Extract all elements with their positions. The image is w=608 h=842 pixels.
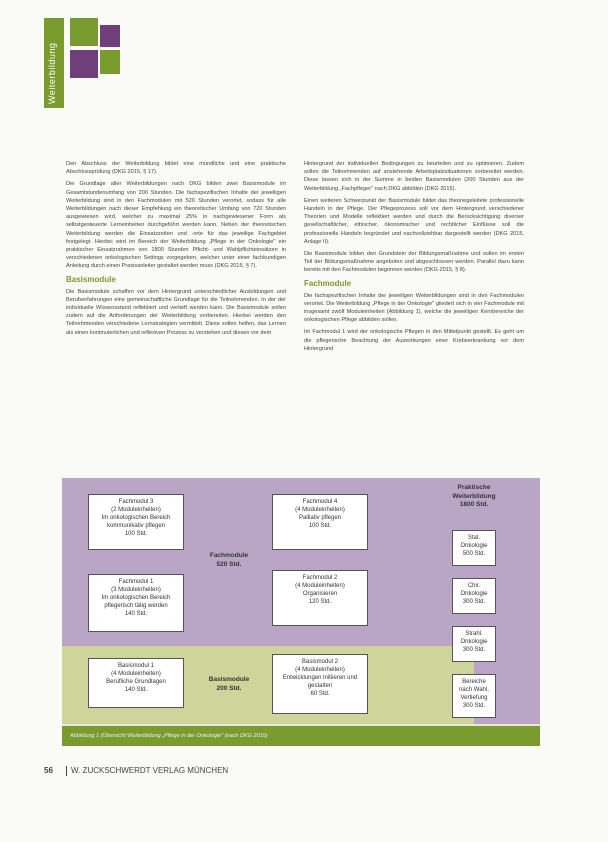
praxis-box-wahl <box>452 674 496 718</box>
praxis-box-strahl <box>452 626 496 662</box>
box-line: Basismodul 2 <box>301 659 339 665</box>
decor-square-green <box>70 18 98 46</box>
box-line: Fachmodul 4 <box>302 499 338 505</box>
box-line: (2 Moduleinheiten) <box>111 507 161 513</box>
decor-square-green <box>100 50 120 74</box>
box-line: 140 Std. <box>124 687 148 693</box>
label-line: 520 Std. <box>216 560 242 568</box>
box-line: 140 Std. <box>124 611 148 617</box>
side-tab-label: Weiterbildung <box>47 42 57 104</box>
footer-divider <box>66 766 67 776</box>
fachmodul-1-box <box>88 574 184 632</box>
basismodul-2-box <box>272 654 368 714</box>
box-line: Im onkologischen Bereich <box>101 595 171 601</box>
box-line: Stat. <box>467 535 481 541</box>
box-line: (4 Moduleinheiten) <box>295 507 345 513</box>
box-line: Fachmodul 2 <box>302 575 338 581</box>
page-footer <box>44 766 228 776</box>
box-line: Vertiefung <box>460 695 488 701</box>
label-line: 200 Std. <box>216 684 242 692</box>
decor-square-purple <box>100 25 120 47</box>
box-line: Strahl. <box>465 631 483 637</box>
box-line: Palliativ pflegen <box>298 515 342 521</box>
box-line: 100 Std. <box>308 523 332 529</box>
paragraph: Im Fachmodul 1 wird der onkologische Pflegen in den Mittelpunkt gestellt. Es geht um die pflegerische Beachtung der Auswirkungen einer Krebserkrankung vor dem Hintergrund <box>304 329 524 352</box>
praxis-box-chir <box>452 578 496 614</box>
label-line: Praktische <box>457 484 491 491</box>
module-diagram <box>62 478 540 746</box>
label-line: Weiterbildung <box>452 492 496 500</box>
box-line: 100 Std. <box>124 531 148 537</box>
box-line: Fachmodul 1 <box>118 579 154 585</box>
paragraph: Die Basismodule schaffen vor dem Hintergrund unterschiedlicher Ausbildungen und Berufserfahrungen eine gemeinschaftliche Grundlage für die Teilnehmenden. In der der individuelle Wissensstand reflektiert und vertieft werden kann. Die Basismodule sollen zudem auf die Anforderungen der Weiterbildung vorbereiten. Hierbei werden den Teilnehmenden verschiedene Lernstrategien vermittelt. Diese sollen helfen, das Lernen als einen kontinuierlichen und reflexiven Prozess zu verstehen und diesen vor dem <box>66 288 286 336</box>
basismodul-1-box <box>88 658 184 708</box>
box-line: 60 Std. <box>310 691 330 697</box>
box-line: 300 Std. <box>462 599 486 605</box>
box-line: Berufliche Grundlagen <box>106 679 166 685</box>
box-line: Bereiche <box>462 679 486 685</box>
publisher: W. ZUCKSCHWERDT VERLAG MÜNCHEN <box>71 766 229 776</box>
page-number: 56 <box>44 766 53 776</box>
side-tab <box>44 18 64 108</box>
box-line: nach Wahl, <box>459 687 489 693</box>
box-line: gestalten <box>307 683 333 689</box>
fachmodul-4-box <box>272 494 368 550</box>
box-line: Im onkologischen Bereich <box>101 515 171 521</box>
box-line: kommunikativ pflegen <box>106 523 166 529</box>
box-line: pflegerisch tätig werden <box>104 603 168 609</box>
box-line: Onkologie <box>460 591 488 597</box>
box-line: Organisieren <box>302 591 338 597</box>
box-line: (3 Moduleinheiten) <box>111 587 161 593</box>
label-line: Basismodule <box>208 676 250 683</box>
box-line: 500 Std. <box>462 551 486 557</box>
box-line: Basismodul 1 <box>117 663 155 669</box>
figure-caption: Abbildung 1 (Übersicht Weiterbildung „Pflege in der Onkologie" (nach DKG 2015) <box>62 726 540 746</box>
box-line: Entwicklungen initiieren und <box>282 675 358 681</box>
paragraph: Den Abschluss der Weiterbildung bildet eine mündliche und eine praktische Abschlussprüfung (DKG 2015, § 17). <box>66 161 286 176</box>
box-line: Onkologie <box>460 543 488 549</box>
box-line: (4 Moduleinheiten) <box>295 667 345 673</box>
praktische-label <box>426 484 522 510</box>
box-line: (4 Moduleinheiten) <box>295 583 345 589</box>
section-heading-fachmodule: Fachmodule <box>304 278 352 288</box>
label-line: 1800 Std. <box>459 501 489 508</box>
basismodule-label <box>196 676 262 693</box>
box-line: (4 Moduleinheiten) <box>111 671 161 677</box>
fachmodule-label <box>196 552 262 569</box>
paragraph: Einen weiteren Schwerpunkt der Basismodule bildet das theoriegeleitete professionelle Handeln in der Pflege. Der Pflegeprozess soll vor dem Hintergrund verschiedener Theorien und Modelle reflektiert werden und durch die Berücksichtigung diverser gesellschaftlicher, ethischer, ökonomischer und rechtlicher Einflüsse soll die professionelle Handeln begründet und nachvollziehbar dargestellt werden (DKG 2015, Anlage II). <box>304 197 524 245</box>
box-line: 300 Std. <box>462 703 486 709</box>
box-line: 120 Std. <box>308 599 332 605</box>
decor-square-purple <box>70 50 98 78</box>
box-line: Onkologie <box>460 639 488 645</box>
fachmodul-3-box <box>88 494 184 550</box>
paragraph: Die Grundlage aller Weiterbildungen nach DKG bilden zwei Basismodule im Gesamtstundenumfang von 200 Stunden. Die fachspezifischen Inhalte der jeweiligen Weiterbildung sind in den Fachmodulen mit 520 Stunden verortet, sodass für alle Weiterbildungen nach dieser Empfehlung ein theoretischer Umfang von 720 Stunden ausgewiesen wird, welcher zu maximal 25% in nachgewiesener Form als selbstgesteuerte Lerneinheiten durchgeführt werden kann. Neben der theoretischen Weiterbildung werden die Einsatzzeiten und -orte für das jeweilige Fachgebiet festgelegt. Hierbei wird im Bereich der Weiterbildung „Pflege in der Onkologie" ein praktischer Einsatzrahmen von 1800 Stunden Pflicht- und Wahlpflichteinsätzen in verschiedenen onkologischen Settings vorgegeben, welcher unter einer fachkundigen Anleitung durch einen Praxisanleiter gestaltet werden muss (DKG 2015, § 7). <box>66 181 286 270</box>
fachmodul-2-box <box>272 570 368 626</box>
box-line: 300 Std. <box>462 647 486 653</box>
paragraph: Hintergrund der individuellen Bedingungen zu beurteilen und zu optimieren. Zudem sollen die Teilnehmenden auf anstehende Arbeitsplatzsituationen vorbereitet werden. Diese lassen sich in der Summe in beiden Basismodulen (200 Stunden aus der Weiterbildung „Fachpfleger" nach DKG abbilden (DKG 2015). <box>304 161 524 192</box>
label-line: Fachmodule <box>209 552 249 559</box>
box-line: Chir. <box>467 583 481 589</box>
praxis-box-stat <box>452 530 496 566</box>
paragraph: Die fachspezifischen Inhalte der jeweiligen Weiterbildungen sind in den Fachmodulen verortet. Die Weiterbildung „Pflege in der Onkologie" gliedert sich in vier Fachmodule mit insgesamt zwölf Moduleinheiten (Abbildung 1), welche die jeweiligen Kernbereiche der onkologischen Pflege abbilden sollen. <box>304 292 524 324</box>
text-column-right <box>304 160 524 357</box>
section-heading-basismodule: Basismodule <box>66 274 116 284</box>
box-line: Fachmodul 3 <box>118 499 154 505</box>
paragraph: Die Basismodule bilden den Grundstein der Bildungsmaßnahme und sollen im ersten Teil der Bildungsmaßnahme angeboten und abgeschlossen werden. Parallel dazu kann bereits mit den Fachmodulen begonnen werden (DKG 2015, § 8). <box>304 251 524 274</box>
text-column-left <box>66 160 286 341</box>
